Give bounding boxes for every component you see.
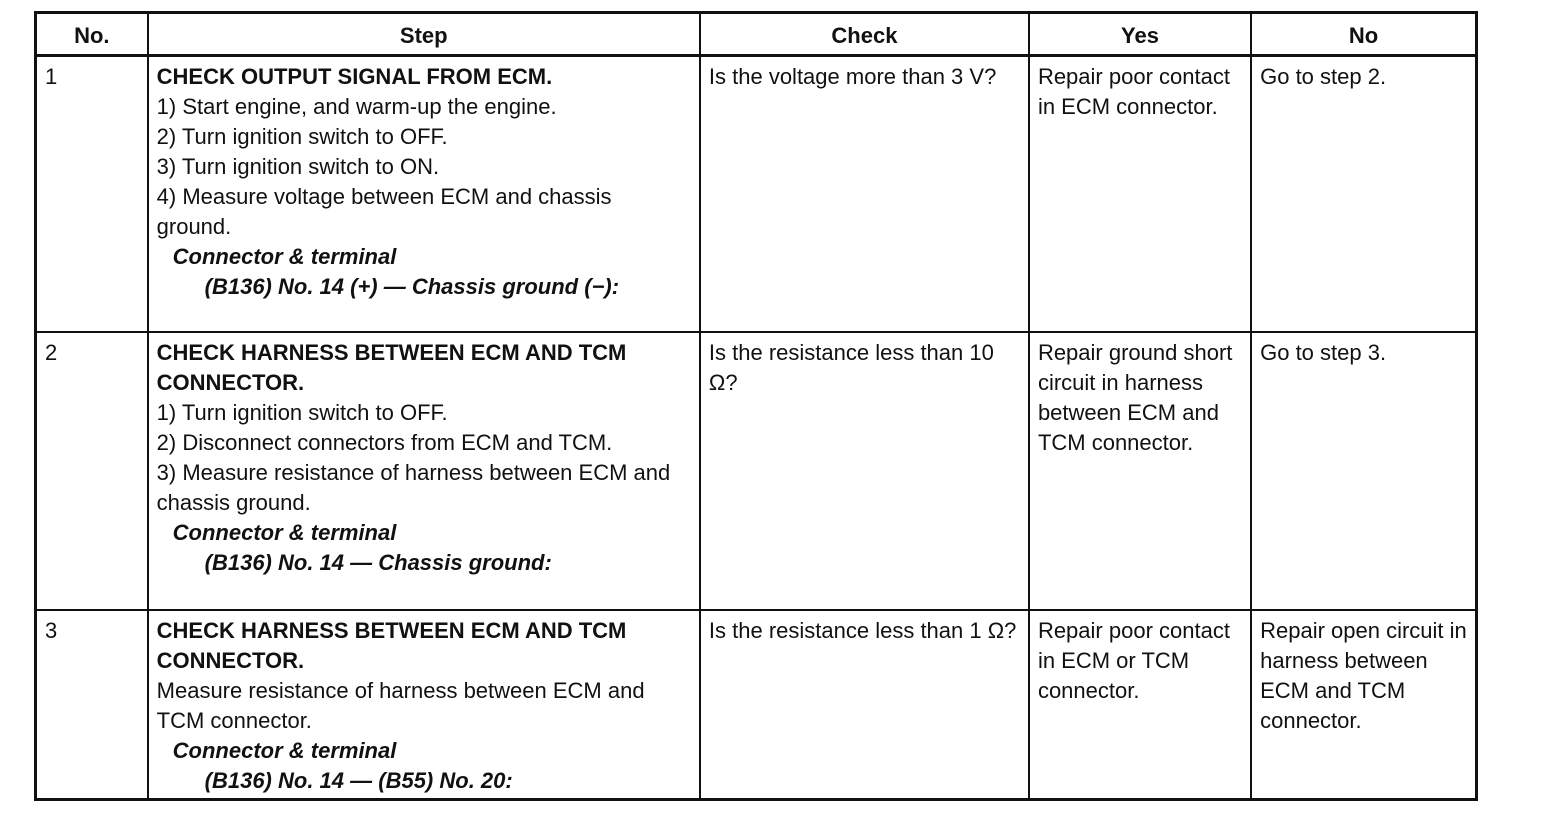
step-cell <box>148 610 700 800</box>
connector-value: (B136) No. 14 — Chassis ground: <box>204 549 552 575</box>
connector-value: (B136) No. 14 (+) — Chassis ground (−): <box>204 274 620 299</box>
step-instruction: 3) Measure resistance of harness between ECM and chassis ground. <box>156 459 671 515</box>
step-title: CHECK HARNESS BETWEEN ECM AND TCM CONNECTOR. <box>156 339 627 395</box>
step-cell <box>148 332 700 610</box>
header-yes: Yes <box>1029 13 1251 56</box>
table-row <box>36 610 1477 800</box>
header-row <box>36 13 1477 56</box>
diagnostic-table <box>34 11 1478 801</box>
connector-value: (B136) No. 14 — (B55) No. 20: <box>204 767 513 793</box>
step-instruction: 1) Turn ignition switch to OFF. <box>156 399 448 425</box>
step-instruction: 2) Disconnect connectors from ECM and TCM. <box>156 429 613 455</box>
yes-cell: Repair poor contact in ECM connector. <box>1029 56 1251 332</box>
no-cell: Go to step 2. <box>1251 56 1476 332</box>
step-instruction: 3) Turn ignition switch to ON. <box>156 154 440 179</box>
header-check: Check <box>700 13 1029 56</box>
step-instruction: 2) Turn ignition switch to OFF. <box>156 124 448 149</box>
yes-cell: Repair ground short circuit in harness between ECM and TCM connector. <box>1029 332 1251 610</box>
header-no-result: No <box>1251 13 1476 56</box>
step-instruction: 4) Measure voltage between ECM and chassis ground. <box>156 184 612 239</box>
check-cell: Is the voltage more than 3 V? <box>700 56 1029 332</box>
header-step: Step <box>148 13 700 56</box>
step-instruction: Measure resistance of harness between ECM and TCM connector. <box>156 677 645 733</box>
step-instruction: 1) Start engine, and warm-up the engine. <box>156 94 557 119</box>
table-row <box>36 332 1477 610</box>
step-title: CHECK OUTPUT SIGNAL FROM ECM. <box>156 64 553 89</box>
table-row <box>36 56 1477 332</box>
step-number: 2 <box>36 332 148 610</box>
connector-label: Connector & terminal <box>172 244 397 269</box>
connector-label: Connector & terminal <box>172 737 397 763</box>
step-number: 3 <box>36 610 148 800</box>
step-title: CHECK HARNESS BETWEEN ECM AND TCM CONNECTOR. <box>156 617 627 673</box>
connector-label: Connector & terminal <box>172 519 397 545</box>
step-cell <box>148 56 700 332</box>
check-cell: Is the resistance less than 1 Ω? <box>700 610 1029 800</box>
no-cell: Go to step 3. <box>1251 332 1476 610</box>
step-number: 1 <box>36 56 148 332</box>
check-cell: Is the resistance less than 10 Ω? <box>700 332 1029 610</box>
yes-cell: Repair poor contact in ECM or TCM connector. <box>1029 610 1251 800</box>
header-no: No. <box>36 13 148 56</box>
no-cell: Repair open circuit in harness between ECM and TCM connector. <box>1251 610 1476 800</box>
